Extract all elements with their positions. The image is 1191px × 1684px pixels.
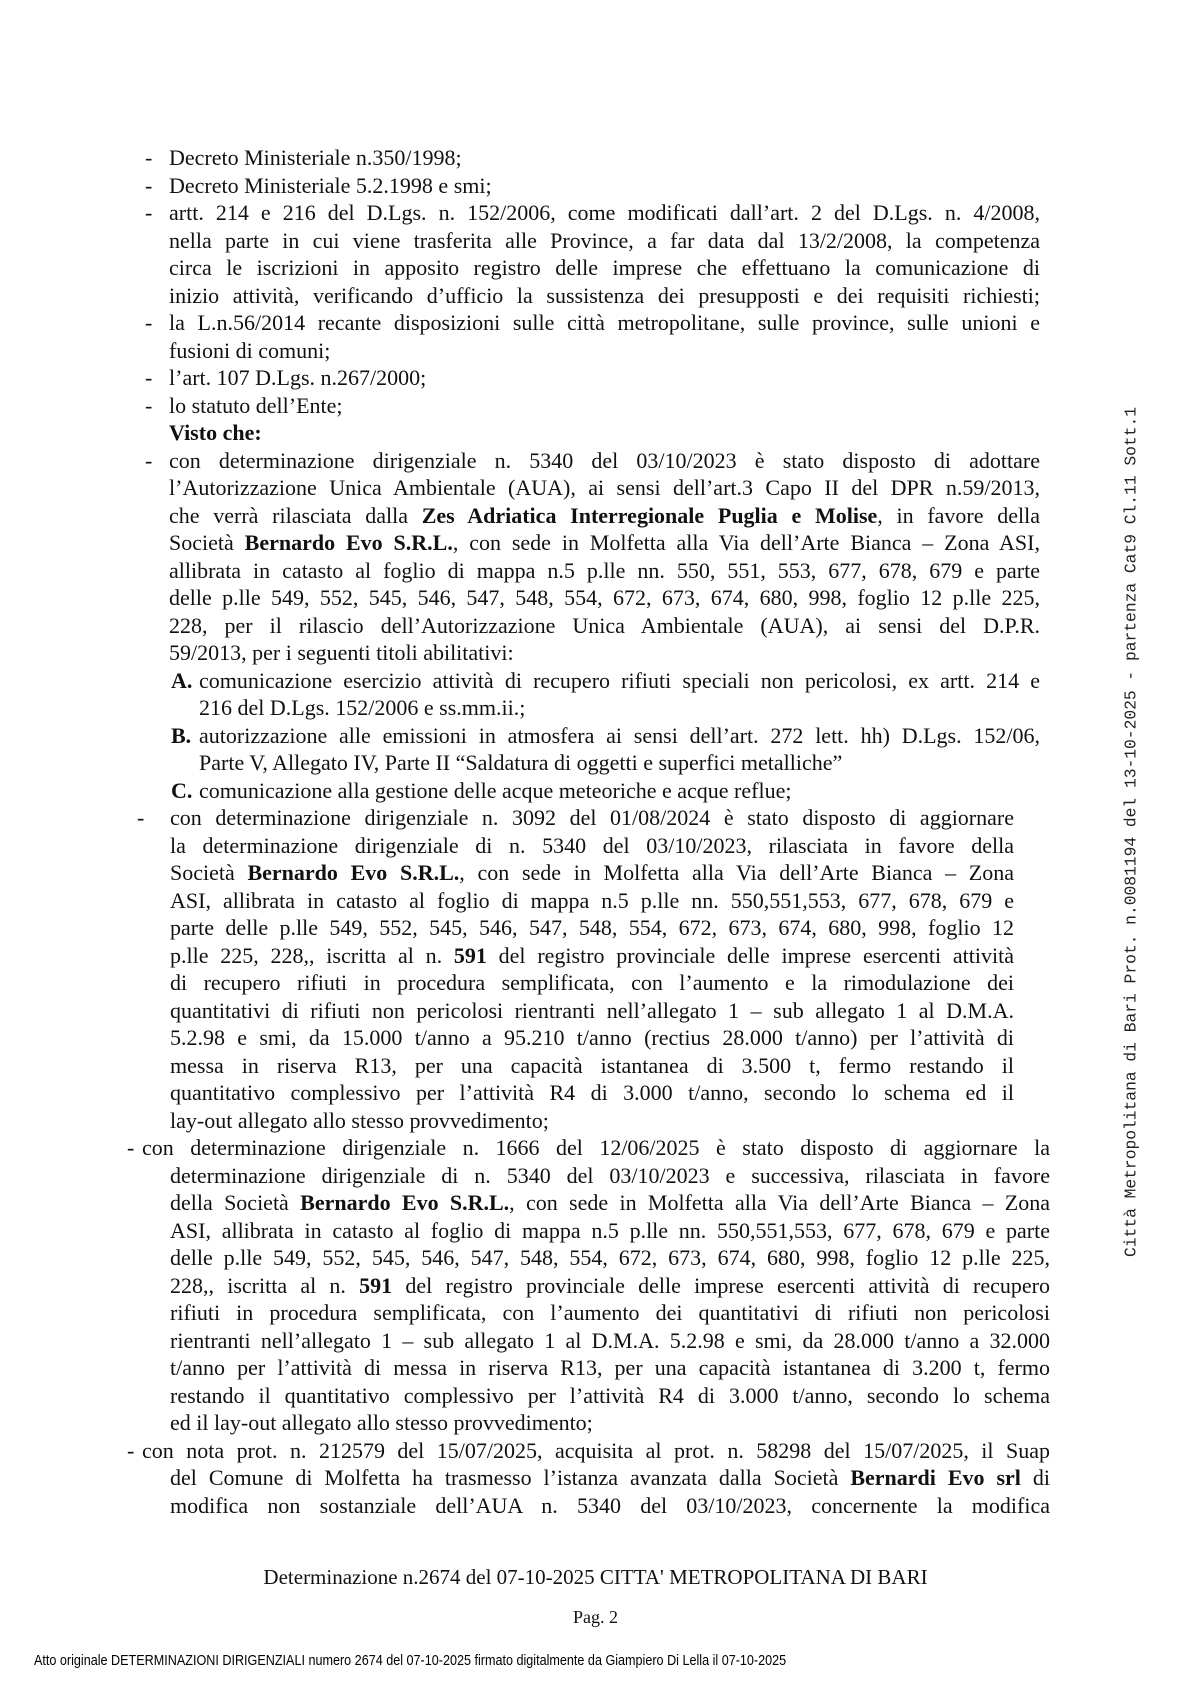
text-line	[170, 969, 1014, 997]
bold-text: 591	[359, 1272, 393, 1298]
text-segment: determinazione dirigenziale di n. 5340 del 03/10/2023 e successiva, rilasciata in favore	[170, 1162, 1050, 1188]
bullet-dash: -	[127, 1135, 135, 1160]
text-line	[169, 474, 1040, 502]
list-label: B.	[171, 722, 192, 748]
text-segment: 216 del D.Lgs. 152/2006 e ss.mm.ii.;	[199, 695, 526, 720]
digital-signature-note: Atto originale DETERMINAZIONI DIRIGENZIALI numero 2674 del 07-10-2025 firmato digitalmente da Giampiero Di Lella il 07-10-2025	[34, 1652, 787, 1669]
text-line	[199, 777, 1040, 805]
text-segment: modifica non sostanziale dell’AUA n. 5340 del 03/10/2023, concernente la modifica	[170, 1492, 1050, 1518]
text-line	[170, 1409, 1050, 1437]
bullet-dash: -	[145, 172, 153, 198]
text-segment: allibrata in catasto al foglio di mappa n.5 p.lle nn. 550, 551, 553, 677, 678, 679 e parte	[169, 557, 1040, 583]
bold-text: Bernardo Evo S.R.L.	[244, 530, 453, 555]
bold-text: 591	[453, 942, 487, 968]
text-segment: comunicazione alla gestione delle acque meteoriche e acque reflue;	[199, 777, 792, 803]
text-line	[169, 419, 1040, 447]
text-line	[170, 1327, 1050, 1355]
text-line	[170, 1492, 1050, 1520]
bold-text: Bernardi Evo srl	[850, 1465, 1021, 1490]
list-label: C.	[171, 777, 193, 803]
text-line	[170, 997, 1014, 1025]
text-line	[142, 1437, 1050, 1465]
text-line	[169, 502, 1040, 530]
text-line	[170, 1189, 1050, 1217]
text-segment: restando il quantitativo complessivo per l’attività R4 di 3.000 t/anno, secondo lo schema	[170, 1382, 1050, 1408]
text-line	[170, 1079, 1014, 1107]
text-line	[169, 199, 1040, 227]
text-segment: messa in riserva R13, per una capacità istantanea di 3.500 t, fermo restando il	[170, 1052, 1014, 1078]
text-segment: del registro provinciale delle imprese esercenti attività	[486, 942, 1015, 968]
text-segment: Società	[169, 530, 245, 555]
text-line	[199, 722, 1040, 750]
text-line	[199, 667, 1040, 695]
text-segment: quantitativi di rifiuti non pericolosi rientranti nell’allegato 1 – sub allegato 1 al D.M.A.	[170, 997, 1014, 1023]
text-line	[169, 309, 1040, 337]
text-line	[170, 1052, 1014, 1080]
text-segment: circa le iscrizioni in apposito registro delle imprese che effettuano la comunicazione di	[169, 255, 1040, 280]
text-line	[169, 227, 1040, 255]
text-line	[170, 914, 1014, 942]
text-segment: del registro provinciale delle imprese esercenti attività di recupero	[392, 1272, 1050, 1298]
text-line	[169, 557, 1040, 585]
text-segment: p.lle 225, 228,, iscritta al n.	[170, 942, 454, 968]
bullet-dash: -	[145, 310, 153, 335]
text-line	[199, 694, 1040, 722]
text-segment: che verrà rilasciata dalla	[169, 502, 422, 528]
text-segment: con nota prot. n. 212579 del 15/07/2025, acquisita al prot. n. 58298 del 15/07/2025, il Suap	[142, 1437, 1050, 1463]
text-segment: rifiuti in procedura semplificata, con l’aumento dei quantitativi di rifiuti non pericolosi	[170, 1300, 1050, 1325]
text-segment: delle p.lle 549, 552, 545, 546, 547, 548, 554, 672, 673, 674, 680, 998, foglio 12 p.lle 225,	[170, 1245, 1050, 1270]
text-segment: parte delle p.lle 549, 552, 545, 546, 547, 548, 554, 672, 673, 674, 680, 998, foglio 12	[170, 915, 1014, 940]
text-segment: Decreto Ministeriale 5.2.1998 e smi;	[169, 172, 492, 198]
text-segment: , in favore della	[877, 502, 1040, 528]
text-segment: Decreto Ministeriale n.350/1998;	[169, 145, 462, 170]
text-segment: 59/2013, per i seguenti titoli abilitativi:	[169, 640, 514, 665]
bullet-dash: -	[145, 447, 153, 473]
text-line	[170, 1217, 1050, 1245]
text-segment: rientranti nell’allegato 1 – sub allegato 1 al D.M.A. 5.2.98 e smi, da 28.000 t/anno a 32.000	[170, 1327, 1050, 1353]
text-line	[170, 832, 1014, 860]
text-segment: delle p.lle 549, 552, 545, 546, 547, 548, 554, 672, 673, 674, 680, 998, foglio 12 p.lle 225,	[169, 585, 1040, 610]
text-line	[169, 447, 1040, 475]
text-line	[170, 1382, 1050, 1410]
text-line	[169, 612, 1040, 640]
text-segment: Parte V, Allegato IV, Parte II “Saldatura di oggetti e superfici metalliche”	[199, 750, 843, 775]
text-segment: di recupero rifiuti in procedura semplificata, con l’aumento e la rimodulazione dei	[170, 970, 1014, 995]
text-segment: nella parte in cui viene trasferita alle Province, a far data dal 13/2/2008, la competenza	[169, 227, 1040, 253]
text-segment: 228,, iscritta al n.	[170, 1272, 360, 1298]
text-segment: t/anno per l’attività di messa in riserva R13, per una capacità istantanea di 3.200 t, fermo	[170, 1355, 1050, 1380]
text-line	[170, 1107, 1014, 1135]
bullet-dash: -	[127, 1437, 135, 1463]
text-segment: con determinazione dirigenziale n. 1666 del 12/06/2025 è stato disposto di aggiornare la	[142, 1135, 1050, 1160]
text-segment: ASI, allibrata in catasto al foglio di mappa n.5 p.lle nn. 550,551,553, 677, 678, 679 e parte	[170, 1217, 1050, 1243]
footer-title: Determinazione n.2674 del 07-10-2025 CITTA' METROPOLITANA DI BARI	[263, 1565, 928, 1589]
text-segment: , con sede in Molfetta alla Via dell’Arte Bianca – Zona	[459, 860, 1014, 885]
bullet-dash: -	[145, 200, 153, 225]
text-line	[169, 392, 1040, 420]
text-line	[169, 282, 1040, 310]
text-segment: , con sede in Molfetta alla Via dell’Arte Bianca – Zona	[509, 1190, 1050, 1215]
text-line	[170, 1244, 1050, 1272]
text-line	[170, 942, 1014, 970]
text-segment: con determinazione dirigenziale n. 5340 del 03/10/2023 è stato disposto di adottare	[169, 447, 1040, 473]
text-segment: ed il lay-out allegato allo stesso provvedimento;	[170, 1410, 593, 1435]
list-label: A.	[171, 667, 193, 693]
text-line	[170, 1354, 1050, 1382]
text-line	[169, 639, 1040, 667]
text-segment: 228, per il rilascio dell’Autorizzazione Unica Ambientale (AUA), ai sensi del D.P.R.	[169, 612, 1040, 638]
bullet-dash: -	[145, 392, 153, 418]
text-segment: lay-out allegato allo stesso provvedimento;	[170, 1107, 549, 1133]
text-segment: 5.2.98 e smi, da 15.000 t/anno a 95.210 t/anno (rectius 28.000 t/anno) per l’attività di	[170, 1025, 1014, 1050]
text-segment: della Società	[170, 1190, 301, 1215]
text-segment: fusioni di comuni;	[169, 337, 331, 363]
text-segment: lo statuto dell’Ente;	[169, 392, 343, 418]
bold-text: Zes Adriatica Interregionale Puglia e Molise	[421, 502, 878, 528]
text-line	[169, 364, 1040, 392]
text-line	[170, 1162, 1050, 1190]
text-segment: l’art. 107 D.Lgs. n.267/2000;	[169, 365, 427, 390]
text-line	[170, 1272, 1050, 1300]
text-segment: la L.n.56/2014 recante disposizioni sulle città metropolitane, sulle province, sulle unioni e	[169, 310, 1040, 335]
text-line	[170, 804, 1014, 832]
text-segment: Società	[170, 860, 248, 885]
text-line	[199, 749, 1040, 777]
bold-text: Visto che:	[169, 420, 262, 445]
bold-text: Bernardo Evo S.R.L.	[247, 860, 460, 885]
text-segment: ASI, allibrata in catasto al foglio di mappa n.5 p.lle nn. 550,551,553, 677, 678, 679 e	[170, 887, 1014, 913]
text-segment: con determinazione dirigenziale n. 3092 del 01/08/2024 è stato disposto di aggiornare	[170, 805, 1014, 830]
page-number: Pag. 2	[573, 1607, 618, 1627]
text-segment: di	[1020, 1465, 1050, 1490]
text-line	[169, 584, 1040, 612]
text-line	[170, 1299, 1050, 1327]
text-segment: l’Autorizzazione Unica Ambientale (AUA), ai sensi dell’art.3 Capo II del DPR n.59/2013,	[169, 475, 1040, 500]
text-line	[142, 1134, 1050, 1162]
bullet-dash: -	[145, 145, 153, 170]
text-line	[169, 337, 1040, 365]
text-segment: quantitativo complessivo per l’attività R4 di 3.000 t/anno, secondo lo schema ed il	[170, 1080, 1014, 1105]
text-line	[170, 887, 1014, 915]
text-line	[169, 529, 1040, 557]
text-segment: , con sede in Molfetta alla Via dell’Arte Bianca – Zona ASI,	[452, 530, 1040, 555]
text-line	[169, 144, 1040, 172]
text-segment: la determinazione dirigenziale di n. 5340 del 03/10/2023, rilasciata in favore della	[170, 832, 1014, 858]
text-line	[170, 1024, 1014, 1052]
text-line	[170, 859, 1014, 887]
text-segment: artt. 214 e 216 del D.Lgs. n. 152/2006, come modificati dall’art. 2 del D.Lgs. n. 4/2008,	[169, 200, 1040, 225]
bullet-dash: -	[137, 805, 145, 830]
bold-text: Bernardo Evo S.R.L.	[300, 1190, 510, 1215]
text-segment: del Comune di Molfetta ha trasmesso l’istanza avanzata dalla Società	[170, 1465, 851, 1490]
text-line	[169, 172, 1040, 200]
text-segment: autorizzazione alle emissioni in atmosfera ai sensi dell’art. 272 lett. hh) D.Lgs. 152/06,	[199, 722, 1040, 748]
text-segment: comunicazione esercizio attività di recupero rifiuti speciali non pericolosi, ex artt. 214 e	[199, 667, 1040, 693]
bullet-dash: -	[145, 365, 153, 390]
text-segment: inizio attività, verificando d’ufficio la sussistenza dei presupposti e dei requisiti richiesti;	[169, 282, 1040, 308]
text-line	[170, 1464, 1050, 1492]
text-line	[169, 254, 1040, 282]
protocol-stamp: Città Metropolitana di Bari Prot. n.0081194 del 13-10-2025 - partenza Cat9 Cl.11 Sott.1	[1121, 406, 1141, 1258]
